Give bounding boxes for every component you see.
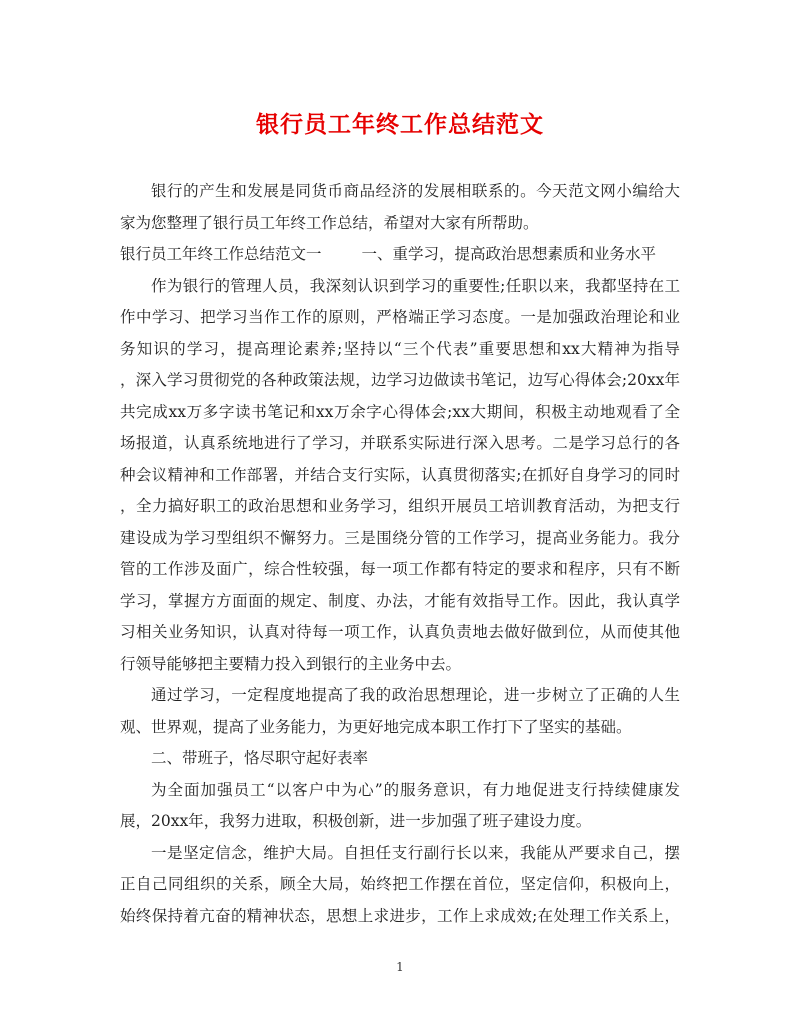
text-line: 场报道，认真系统地进行了学习，并联系实际进行深入思考。二是学习总行的各	[120, 434, 680, 452]
text-line: 家为您整理了银行员工年终工作总结，希望对大家有所帮助。	[120, 213, 539, 232]
page-number: 1	[396, 960, 404, 974]
section-heading-article: 银行员工年终工作总结范文一	[120, 245, 322, 263]
text-line: ，全力搞好职工的政治思想和业务学习，组织开展员工培训教育活动，为把支行	[120, 497, 680, 515]
text-line: 通过学习，一定程度地提高了我的政治思想理论，进一步树立了正确的人生	[151, 686, 680, 704]
text-line: 一是坚定信念，维护大局。自担任支行副行长以来，我能从严要求自己，摆	[151, 843, 680, 862]
text-line: 管的工作涉及面广，综合性较强，每一项工作都有特定的要求和程序，只有不断	[120, 560, 680, 578]
text-line: 务知识的学习，提高理论素养;坚持以“三个代表”重要思想和xx大精神为指导	[120, 339, 680, 358]
text-line: 习相关业务知识，认真对待每一项工作，认真负责地去做好做到位，从而使其他	[120, 623, 680, 641]
document-body	[120, 176, 680, 932]
section-heading-one: 一、重学习，提高政治思想素质和业务水平	[361, 245, 657, 263]
text-line: 共完成xx万多字读书笔记和xx万余字心得体会;xx大期间，积极主动地观看了全	[120, 402, 680, 421]
text-line: 观、世界观，提高了业务能力，为更好地完成本职工作打下了坚实的基础。	[120, 717, 632, 736]
text-line: ，深入学习贯彻党的各种政策法规，边学习边做读书笔记，边写心得体会;20xx年	[120, 371, 680, 389]
text-line: 正自己同组织的关系，顾全大局，始终把工作摆在首位，坚定信仰，积极向上，	[120, 875, 680, 893]
document-title: 银行员工年终工作总结范文	[256, 111, 544, 138]
text-line: 银行的产生和发展是同货币商品经济的发展相联系的。今天范文网小编给大	[151, 182, 680, 200]
text-line: 为全面加强员工“以客户中为心”的服务意识，有力地促进支行持续健康发	[151, 780, 680, 799]
text-line-heading-row	[120, 239, 680, 271]
text-line: 学习，掌握方方面面的规定、制度、办法，才能有效指导工作。因此，我认真学	[120, 591, 680, 610]
text-line: 种会议精神和工作部署，并结合支行实际，认真贯彻落实;在抓好自身学习的同时	[120, 465, 680, 484]
text-line: 作中学习、把学习当作工作的原则，严格端正学习态度。一是加强政治理论和业	[120, 308, 680, 326]
text-line: 作为银行的管理人员，我深刻认识到学习的重要性;任职以来，我都坚持在工	[151, 276, 680, 295]
text-line: 展，20xx年，我努力进取，积极创新，进一步加强了班子建设力度。	[120, 812, 592, 830]
text-line: 行领导能够把主要精力投入到银行的主业务中去。	[120, 654, 462, 673]
text-line: 建设成为学习型组织不懈努力。三是围绕分管的工作学习，提高业务能力。我分	[120, 528, 680, 547]
text-line: 始终保持着亢奋的精神状态，思想上求进步，工作上求成效;在处理工作关系上，	[120, 906, 680, 925]
section-heading-two: 二、带班子，恪尽职守起好表率	[151, 749, 369, 767]
